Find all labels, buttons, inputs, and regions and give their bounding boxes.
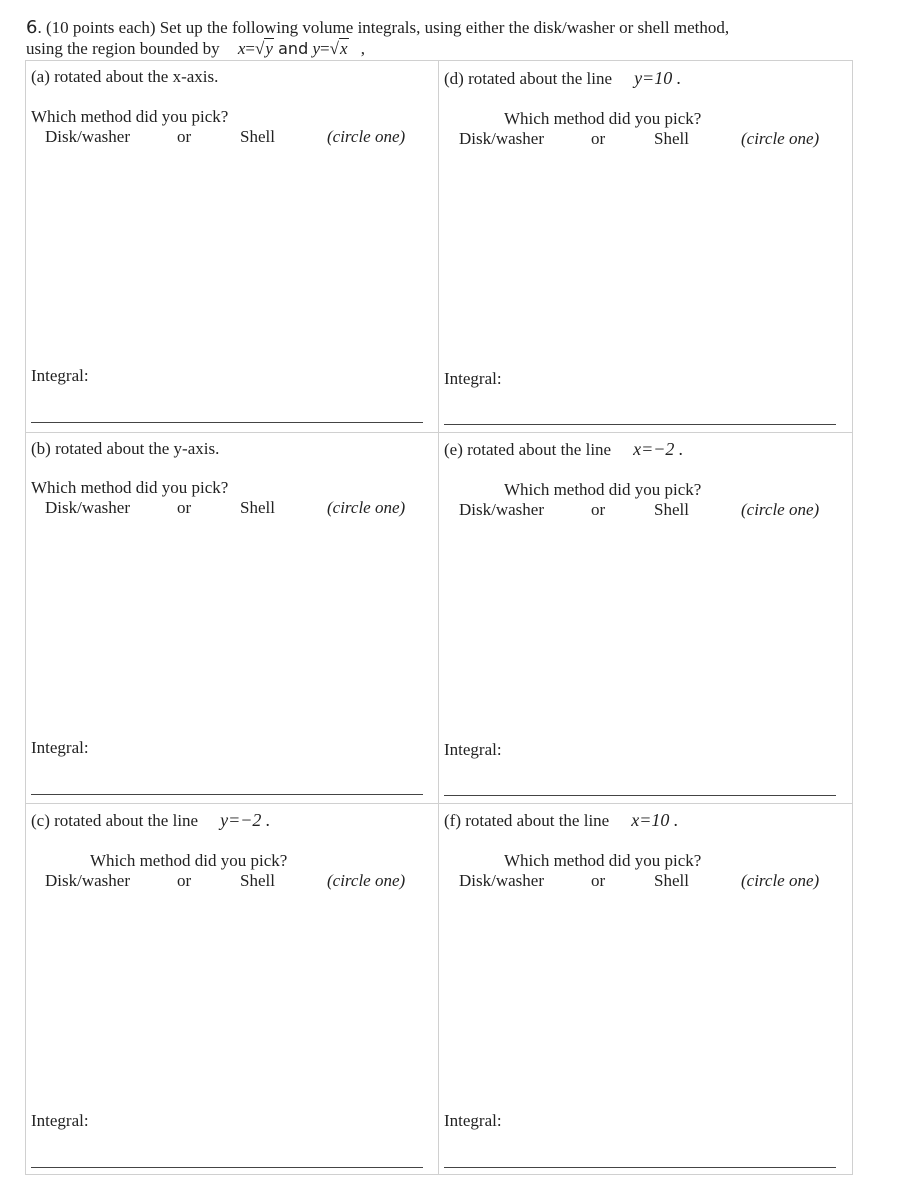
part-b-answer-line[interactable] — [31, 794, 423, 795]
part-f-disk-option[interactable]: Disk/washer — [459, 871, 544, 890]
part-d-integral-label: Integral: — [444, 369, 502, 388]
equation-1: x=√y — [237, 39, 273, 58]
region-text: using the region bounded by — [26, 39, 220, 58]
part-a-question: Which method did you pick? — [31, 107, 229, 126]
part-b-title — [31, 439, 219, 459]
part-a-circle-hint: (circle one) — [327, 127, 406, 146]
part-c-question: Which method did you pick? — [90, 851, 288, 870]
part-a-or: or — [177, 127, 192, 146]
part-b-label: (b) rotated about the y-axis. — [31, 439, 220, 458]
part-a-title — [31, 67, 218, 87]
part-f-circle-hint: (circle one) — [741, 871, 820, 890]
part-d-or: or — [591, 129, 606, 148]
part-c-circle-hint: (circle one) — [327, 871, 406, 890]
eq1-radicand: y — [265, 39, 273, 58]
problem-intro-text: . (10 points each) Set up the following volume integrals, using either the disk/washer or shell method, — [37, 18, 730, 37]
part-e-or: or — [591, 500, 606, 519]
part-e-shell-option[interactable]: Shell — [654, 500, 689, 519]
part-c-axis: y=−2 . — [220, 810, 271, 830]
part-a-cell — [25, 60, 438, 432]
part-f-cell — [438, 803, 853, 1175]
part-d-label: (d) rotated about the line — [444, 69, 613, 88]
and-text: and — [278, 39, 309, 58]
part-a-shell-option[interactable]: Shell — [240, 127, 275, 146]
part-b-cell — [25, 432, 438, 803]
part-c-integral-label: Integral: — [31, 1111, 89, 1130]
part-a-answer-line[interactable] — [31, 422, 423, 423]
part-b-disk-option[interactable]: Disk/washer — [45, 498, 130, 517]
part-e-title — [444, 439, 683, 460]
part-b-question: Which method did you pick? — [31, 478, 229, 497]
part-e-label: (e) rotated about the line — [444, 440, 612, 459]
part-f-title — [444, 810, 678, 831]
part-c-label: (c) rotated about the line — [31, 811, 199, 830]
part-c-disk-option[interactable]: Disk/washer — [45, 871, 130, 890]
eq2-radicand: x — [339, 39, 348, 58]
part-c-title — [31, 810, 270, 831]
part-d-title — [444, 68, 681, 89]
part-d-question: Which method did you pick? — [504, 109, 702, 128]
region-description — [26, 38, 886, 59]
part-f-label: (f) rotated about the line — [444, 811, 610, 830]
part-f-integral-label: Integral: — [444, 1111, 502, 1130]
part-d-circle-hint: (circle one) — [741, 129, 820, 148]
eq1-lhs: x — [237, 39, 246, 58]
part-b-shell-option[interactable]: Shell — [240, 498, 275, 517]
part-a-label: (a) rotated about the x-axis. — [31, 67, 219, 86]
part-d-axis: y=10 . — [634, 68, 682, 88]
part-e-answer-line[interactable] — [444, 795, 836, 796]
part-e-question: Which method did you pick? — [504, 480, 702, 499]
part-b-or: or — [177, 498, 192, 517]
problem-number: 6 — [26, 17, 38, 38]
part-c-cell — [25, 803, 438, 1175]
part-e-integral-label: Integral: — [444, 740, 502, 759]
part-f-question: Which method did you pick? — [504, 851, 702, 870]
part-e-cell — [438, 432, 853, 803]
part-b-circle-hint: (circle one) — [327, 498, 406, 517]
part-c-or: or — [177, 871, 192, 890]
part-d-cell — [438, 60, 853, 432]
part-f-or: or — [591, 871, 606, 890]
part-d-shell-option[interactable]: Shell — [654, 129, 689, 148]
part-e-axis: x=−2 . — [633, 439, 684, 459]
equation-2: y=√x — [312, 39, 348, 58]
part-f-answer-line[interactable] — [444, 1167, 836, 1168]
problem-header — [26, 17, 886, 59]
problem-intro — [26, 17, 886, 38]
eq2-lhs: y — [312, 39, 321, 58]
part-f-shell-option[interactable]: Shell — [654, 871, 689, 890]
part-f-axis: x=10 . — [631, 810, 679, 830]
comma: , — [360, 39, 366, 58]
part-e-circle-hint: (circle one) — [741, 500, 820, 519]
part-c-shell-option[interactable]: Shell — [240, 871, 275, 890]
part-d-answer-line[interactable] — [444, 424, 836, 425]
part-e-disk-option[interactable]: Disk/washer — [459, 500, 544, 519]
part-d-disk-option[interactable]: Disk/washer — [459, 129, 544, 148]
part-c-answer-line[interactable] — [31, 1167, 423, 1168]
part-a-integral-label: Integral: — [31, 366, 89, 385]
part-b-integral-label: Integral: — [31, 738, 89, 757]
part-a-disk-option[interactable]: Disk/washer — [45, 127, 130, 146]
